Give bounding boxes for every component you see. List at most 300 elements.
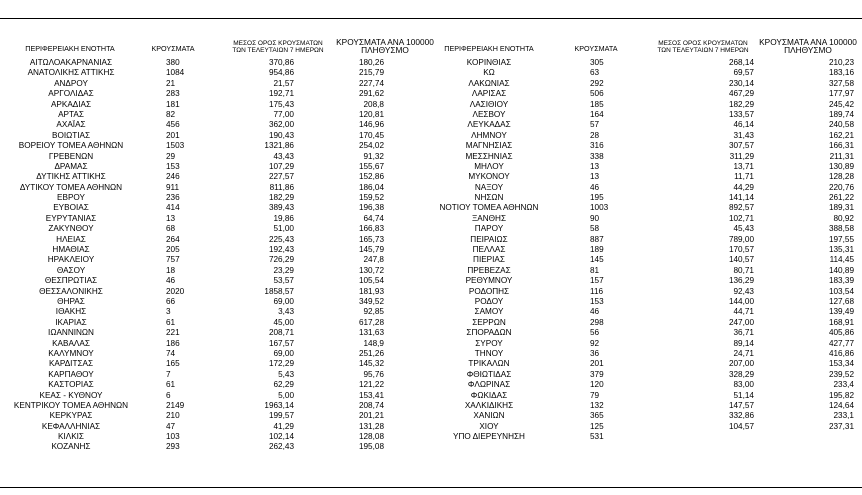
per-cell: 152,86 — [358, 172, 384, 182]
table-row — [0, 162, 430, 172]
avg-cell: 31,43 — [733, 130, 754, 140]
avg-cell: 182,29 — [268, 193, 294, 203]
cases-cell: 506 — [590, 89, 604, 99]
per-cell: 251,26 — [358, 348, 384, 358]
per-cell: 139,49 — [828, 307, 854, 317]
right-header-per — [756, 38, 860, 54]
region-cell: ΦΘΙΩΤΙΔΑΣ — [466, 369, 512, 379]
region-cell: ΘΗΡΑΣ — [57, 296, 85, 306]
avg-cell: 262,43 — [268, 442, 294, 452]
cases-cell: 186 — [166, 338, 180, 348]
cases-cell: 380 — [166, 58, 180, 67]
per-cell: 196,38 — [358, 203, 384, 213]
region-cell: ΘΕΣΠΡΩΤΙΑΣ — [44, 276, 98, 286]
avg-cell: 389,43 — [268, 203, 294, 213]
region-cell: ΥΠΟ ΔΙΕΡΕΥΝΗΣΗ — [453, 432, 525, 442]
per-cell: 349,52 — [358, 296, 384, 306]
cases-cell: 298 — [590, 317, 604, 327]
avg-cell: 107,29 — [268, 161, 294, 171]
avg-cell: 133,57 — [728, 109, 754, 119]
table-row — [430, 235, 862, 245]
left-header-avg-line2: ΤΩΝ ΤΕΛΕΥΤΑΙΩΝ 7 ΗΜΕΡΩΝ — [232, 47, 324, 54]
region-cell: ΛΑΣΙΘΙΟΥ — [469, 99, 509, 109]
per-cell: 208,8 — [363, 99, 384, 109]
table-row — [0, 328, 430, 338]
region-cell: ΧΑΝΙΩΝ — [473, 411, 505, 421]
per-cell: 291,62 — [358, 89, 384, 99]
avg-cell: 104,57 — [728, 421, 754, 431]
table-row — [430, 411, 862, 421]
bottom-rule — [0, 487, 862, 488]
table-row — [0, 131, 430, 141]
per-cell: 327,58 — [828, 78, 854, 88]
cases-cell: 189 — [590, 245, 604, 255]
table-row — [430, 276, 862, 286]
per-cell: 145,32 — [358, 359, 384, 369]
cases-cell: 153 — [166, 161, 180, 171]
avg-cell: 46,14 — [733, 120, 754, 130]
per-cell: 155,67 — [358, 161, 384, 171]
region-cell: ΕΥΡΥΤΑΝΙΑΣ — [45, 213, 97, 223]
cases-cell: 57 — [590, 120, 600, 130]
cases-cell: 68 — [166, 224, 176, 234]
region-cell: ΗΜΑΘΙΑΣ — [52, 245, 90, 255]
region-cell: ΤΡΙΚΑΛΩΝ — [468, 359, 510, 369]
region-cell: ΘΑΣΟΥ — [56, 265, 86, 275]
cases-cell: 145 — [590, 255, 604, 265]
table-row — [0, 255, 430, 265]
avg-cell: 43,43 — [273, 151, 294, 161]
per-cell: 162,21 — [828, 130, 854, 140]
avg-cell: 77,00 — [273, 109, 294, 119]
region-cell: ΛΗΜΝΟΥ — [471, 130, 507, 140]
cases-cell: 195 — [590, 193, 604, 203]
avg-cell: 789,00 — [728, 234, 754, 244]
per-cell: 416,86 — [828, 348, 854, 358]
table-row — [430, 89, 862, 99]
region-cell: ΑΝΔΡΟΥ — [54, 78, 88, 88]
table-row — [430, 339, 862, 349]
per-cell: 186,04 — [358, 182, 384, 192]
cases-cell: 46 — [166, 276, 176, 286]
right-header-per-line2: ΠΛΗΘΥΣΜΟ — [784, 45, 832, 55]
avg-cell: 811,86 — [269, 182, 294, 192]
region-cell: ΖΑΚΥΝΘΟΥ — [48, 224, 94, 234]
table-row — [430, 328, 862, 338]
table-row — [0, 203, 430, 213]
table-row — [0, 442, 430, 452]
table-row — [430, 100, 862, 110]
table-row — [430, 172, 862, 182]
avg-cell: 92,43 — [733, 286, 754, 296]
per-cell: 168,91 — [828, 317, 854, 327]
cases-cell: 2149 — [166, 400, 185, 410]
per-cell: 261,22 — [828, 193, 854, 203]
per-cell: 145,79 — [358, 245, 384, 255]
region-cell: ΝΟΤΙΟΥ ΤΟΜΕΑ ΑΘΗΝΩΝ — [439, 203, 539, 213]
cases-cell: 56 — [590, 328, 600, 338]
avg-cell: 140,57 — [728, 255, 754, 265]
region-cell: ΛΑΡΙΣΑΣ — [471, 89, 507, 99]
per-cell: 130,72 — [358, 265, 384, 275]
table-row — [430, 152, 862, 162]
region-cell: ΠΑΡΟΥ — [474, 224, 504, 234]
region-cell: ΕΥΒΟΙΑΣ — [53, 203, 89, 213]
per-cell: 189,74 — [828, 109, 854, 119]
per-cell: 245,42 — [828, 99, 854, 109]
table-row — [430, 359, 862, 369]
cases-cell: 221 — [166, 328, 180, 338]
avg-cell: 13,71 — [733, 161, 754, 171]
per-cell: 201,21 — [358, 411, 384, 421]
avg-cell: 311,29 — [729, 151, 754, 161]
table-row — [0, 89, 430, 99]
table-row — [0, 68, 430, 78]
cases-cell: 116 — [590, 286, 604, 296]
left-header-region: ΠΕΡΙΦΕΡΕΙΑΚΗ ΕΝΟΤΗΤΑ — [25, 44, 115, 53]
table-row — [430, 131, 862, 141]
region-cell: ΚΟΖΑΝΗΣ — [51, 442, 91, 452]
right-header-avg — [648, 40, 758, 54]
table-row — [0, 391, 430, 401]
table-row — [0, 359, 430, 369]
avg-cell: 102,14 — [268, 432, 294, 442]
table-row — [430, 318, 862, 328]
table-row — [0, 110, 430, 120]
top-rule — [0, 18, 862, 19]
per-cell: 427,77 — [828, 338, 854, 348]
per-cell: 128,28 — [828, 172, 854, 182]
table-row — [430, 255, 862, 265]
region-cell: ΔΡΑΜΑΣ — [54, 161, 88, 171]
region-cell: ΜΥΚΟΝΟΥ — [468, 172, 510, 182]
avg-cell: 83,00 — [733, 380, 754, 390]
avg-cell: 230,14 — [728, 78, 754, 88]
region-cell: ΚΑΣΤΟΡΙΑΣ — [48, 380, 94, 390]
per-cell: 146,96 — [358, 120, 384, 130]
table-row — [0, 432, 430, 442]
region-cell: ΡΕΘΥΜΝΟΥ — [465, 276, 513, 286]
region-cell: ΦΩΚΙΔΑΣ — [470, 390, 508, 400]
cases-cell: 2020 — [166, 286, 185, 296]
cases-cell: 201 — [590, 359, 604, 369]
cases-cell: 120 — [590, 380, 604, 390]
avg-cell: 954,86 — [268, 68, 294, 78]
avg-cell: 23,29 — [273, 265, 294, 275]
table-row — [430, 307, 862, 317]
table-row — [0, 349, 430, 359]
per-cell: 140,89 — [828, 265, 854, 275]
table-row — [0, 214, 430, 224]
table-row — [0, 276, 430, 286]
table-row — [430, 297, 862, 307]
region-cell: ΚΕΦΑΛΛΗΝΙΑΣ — [41, 421, 101, 431]
avg-cell: 328,29 — [728, 369, 754, 379]
cases-cell: 911 — [166, 182, 180, 192]
cases-cell: 58 — [590, 224, 600, 234]
region-cell: ΙΩΑΝΝΙΝΩΝ — [48, 328, 94, 338]
region-cell: ΚΩ — [483, 68, 495, 78]
region-cell: ΚΕΝΤΡΙΚΟΥ ΤΟΜΕΑ ΑΘΗΝΩΝ — [13, 400, 129, 410]
table-row — [0, 79, 430, 89]
table-row — [430, 245, 862, 255]
table-row — [430, 432, 862, 442]
cases-cell: 456 — [166, 120, 180, 130]
avg-cell: 467,29 — [728, 89, 754, 99]
table-row — [0, 58, 430, 68]
region-cell: ΗΛΕΙΑΣ — [56, 234, 86, 244]
per-cell: 128,08 — [358, 432, 384, 442]
region-cell: ΔΥΤΙΚΟΥ ΤΟΜΕΑ ΑΘΗΝΩΝ — [19, 182, 123, 192]
avg-cell: 1858,57 — [264, 286, 294, 296]
region-cell: ΑΧΑΪΑΣ — [56, 120, 86, 130]
cases-cell: 46 — [590, 307, 600, 317]
avg-cell: 147,57 — [728, 400, 754, 410]
cases-cell: 79 — [590, 390, 600, 400]
per-cell: 166,83 — [358, 224, 384, 234]
avg-cell: 190,43 — [268, 130, 294, 140]
table-row — [0, 297, 430, 307]
region-cell: ΜΗΛΟΥ — [474, 161, 504, 171]
table-row — [430, 68, 862, 78]
right-header-cases: ΚΡΟΥΣΜΑΤΑ — [574, 44, 618, 53]
region-cell: ΣΑΜΟΥ — [474, 307, 504, 317]
cases-cell: 205 — [166, 245, 180, 255]
region-cell: ΠΕΙΡΑΙΩΣ — [470, 234, 508, 244]
cases-cell: 63 — [590, 68, 600, 78]
avg-cell: 89,14 — [733, 338, 754, 348]
cases-cell: 165 — [166, 359, 180, 369]
avg-cell: 225,43 — [268, 234, 294, 244]
per-cell: 220,76 — [828, 182, 854, 192]
table-row — [430, 58, 862, 68]
cases-cell: 316 — [590, 141, 604, 151]
region-cell: ΜΕΣΣΗΝΙΑΣ — [465, 151, 513, 161]
region-cell: ΛΕΣΒΟΥ — [472, 109, 506, 119]
region-cell: ΕΒΡΟΥ — [57, 193, 85, 203]
per-cell: 92,85 — [363, 307, 384, 317]
region-cell: ΑΙΤΩΛΟΑΚΑΡΝΑΝΙΑΣ — [29, 58, 113, 67]
region-cell: ΛΕΥΚΑΔΑΣ — [467, 120, 511, 130]
avg-cell: 167,57 — [268, 338, 294, 348]
cases-cell: 164 — [590, 109, 604, 119]
table-row — [0, 172, 430, 182]
left-header-avg — [222, 40, 334, 54]
table-row — [0, 318, 430, 328]
avg-cell: 19,86 — [273, 213, 294, 223]
per-cell: 239,52 — [828, 369, 854, 379]
region-cell: ΧΙΟΥ — [479, 421, 499, 431]
per-cell: 233,4 — [833, 380, 854, 390]
region-cell: ΚΙΛΚΙΣ — [57, 432, 84, 442]
per-cell: 131,28 — [358, 421, 384, 431]
region-cell: ΝΗΣΩΝ — [474, 193, 504, 203]
per-cell: 211,31 — [829, 151, 854, 161]
per-cell: 64,74 — [363, 213, 384, 223]
table-row — [430, 287, 862, 297]
region-cell: ΘΕΣΣΑΛΟΝΙΚΗΣ — [39, 286, 103, 296]
avg-cell: 207,00 — [728, 359, 754, 369]
table-row — [430, 422, 862, 432]
avg-cell: 3,43 — [278, 307, 294, 317]
table-row — [0, 224, 430, 234]
avg-cell: 192,43 — [268, 245, 294, 255]
avg-cell: 21,57 — [273, 78, 294, 88]
left-header-cases: ΚΡΟΥΣΜΑΤΑ — [151, 44, 195, 53]
cases-cell: 236 — [166, 193, 180, 203]
region-cell: ΠΡΕΒΕΖΑΣ — [467, 265, 511, 275]
cases-cell: 92 — [590, 338, 600, 348]
avg-cell: 192,71 — [268, 89, 294, 99]
per-cell: 227,74 — [358, 78, 384, 88]
per-cell: 240,58 — [828, 120, 854, 130]
cases-cell: 757 — [166, 255, 180, 265]
cases-cell: 157 — [590, 276, 604, 286]
avg-cell: 1963,14 — [264, 400, 294, 410]
avg-cell: 227,57 — [268, 172, 294, 182]
per-cell: 181,93 — [358, 286, 384, 296]
avg-cell: 69,00 — [273, 348, 294, 358]
region-cell: ΞΑΝΘΗΣ — [471, 213, 507, 223]
cases-cell: 293 — [166, 442, 180, 452]
table-row — [0, 235, 430, 245]
region-cell: ΡΟΔΟΥ — [474, 296, 504, 306]
per-cell: 233,1 — [833, 411, 854, 421]
avg-cell: 51,14 — [733, 390, 754, 400]
avg-cell: 1321,86 — [264, 141, 294, 151]
avg-cell: 45,00 — [273, 317, 294, 327]
region-cell: ΒΟΡΕΙΟΥ ΤΟΜΕΑ ΑΘΗΝΩΝ — [18, 141, 124, 151]
region-cell: ΜΑΓΝΗΣΙΑΣ — [465, 141, 513, 151]
cases-cell: 283 — [166, 89, 180, 99]
table-row — [430, 183, 862, 193]
right-table — [430, 58, 862, 442]
region-cell: ΚΑΒΑΛΑΣ — [52, 338, 90, 348]
table-row — [430, 203, 862, 213]
region-cell: ΚΑΡΠΑΘΟΥ — [48, 369, 94, 379]
table-row — [430, 224, 862, 234]
avg-cell: 41,29 — [273, 421, 294, 431]
cases-cell: 61 — [166, 317, 176, 327]
avg-cell: 170,57 — [728, 245, 754, 255]
per-cell: 195,82 — [828, 390, 854, 400]
cases-cell: 7 — [166, 369, 171, 379]
left-header-per-line2: ΠΛΗΘΥΣΜΟ — [361, 45, 409, 55]
avg-cell: 182,29 — [728, 99, 754, 109]
table-row — [0, 245, 430, 255]
per-cell: 617,28 — [358, 317, 384, 327]
region-cell: ΣΠΟΡΑΔΩΝ — [466, 328, 512, 338]
avg-cell: 362,00 — [268, 120, 294, 130]
avg-cell: 141,14 — [728, 193, 754, 203]
avg-cell: 69,00 — [273, 296, 294, 306]
avg-cell: 5,00 — [278, 390, 294, 400]
cases-cell: 21 — [166, 78, 176, 88]
avg-cell: 45,43 — [733, 224, 754, 234]
per-cell: 153,41 — [358, 390, 384, 400]
cases-cell: 13 — [590, 172, 600, 182]
table-row — [0, 380, 430, 390]
cases-cell: 1503 — [166, 141, 185, 151]
avg-cell: 307,57 — [728, 141, 754, 151]
cases-cell: 379 — [590, 369, 604, 379]
cases-cell: 61 — [166, 380, 176, 390]
per-cell: 195,08 — [358, 442, 384, 452]
table-row — [430, 401, 862, 411]
per-cell: 120,81 — [358, 109, 384, 119]
cases-cell: 103 — [166, 432, 180, 442]
cases-cell: 1084 — [166, 68, 185, 78]
per-cell: 95,76 — [363, 369, 384, 379]
cases-cell: 201 — [166, 130, 180, 140]
per-cell: 247,8 — [363, 255, 384, 265]
per-cell: 153,34 — [828, 359, 854, 369]
table-row — [0, 141, 430, 151]
region-cell: ΑΡΚΑΔΙΑΣ — [50, 99, 92, 109]
cases-cell: 82 — [166, 109, 176, 119]
region-cell: ΠΕΛΛΑΣ — [472, 245, 506, 255]
region-cell: ΝΑΞΟΥ — [474, 182, 504, 192]
per-cell: 165,73 — [358, 234, 384, 244]
cases-cell: 365 — [590, 411, 604, 421]
table-row — [0, 401, 430, 411]
cases-cell: 13 — [590, 161, 600, 171]
per-cell: 127,68 — [828, 296, 854, 306]
cases-cell: 246 — [166, 172, 180, 182]
table-row — [430, 79, 862, 89]
per-cell: 105,54 — [358, 276, 384, 286]
cases-cell: 153 — [590, 296, 604, 306]
table-row — [430, 391, 862, 401]
cases-cell: 13 — [166, 213, 176, 223]
avg-cell: 80,71 — [733, 265, 754, 275]
table-row — [0, 183, 430, 193]
avg-cell: 36,71 — [733, 328, 754, 338]
avg-cell: 144,00 — [728, 296, 754, 306]
cases-cell: 185 — [590, 99, 604, 109]
cases-cell: 18 — [166, 265, 176, 275]
per-cell: 183,39 — [828, 276, 854, 286]
per-cell: 208,74 — [358, 400, 384, 410]
cases-cell: 74 — [166, 348, 176, 358]
avg-cell: 69,57 — [733, 68, 754, 78]
region-cell: ΣΕΡΡΩΝ — [472, 317, 506, 327]
right-header-avg-line1: ΜΕΣΟΣ ΟΡΟΣ ΚΡΟΥΣΜΑΤΩΝ — [658, 40, 748, 47]
table-row — [430, 162, 862, 172]
right-header-avg-line2: ΤΩΝ ΤΕΛΕΥΤΑΙΩΝ 7 ΗΜΕΡΩΝ — [657, 47, 749, 54]
table-row — [0, 287, 430, 297]
cases-cell: 264 — [166, 234, 180, 244]
region-cell: ΙΘΑΚΗΣ — [55, 307, 87, 317]
cases-cell: 47 — [166, 421, 176, 431]
avg-cell: 53,57 — [273, 276, 294, 286]
per-cell: 210,23 — [828, 58, 854, 67]
region-cell: ΚΕΑΣ - ΚΥΘΝΟΥ — [39, 390, 103, 400]
table-row — [430, 266, 862, 276]
region-cell: ΑΡΤΑΣ — [58, 109, 84, 119]
table-row — [430, 110, 862, 120]
cases-cell: 210 — [166, 411, 180, 421]
per-cell: 131,63 — [358, 328, 384, 338]
per-cell: 388,58 — [828, 224, 854, 234]
left-header-per — [335, 38, 435, 54]
cases-cell: 1003 — [590, 203, 609, 213]
cases-cell: 28 — [590, 130, 600, 140]
per-cell: 180,26 — [358, 58, 384, 67]
cases-cell: 66 — [166, 296, 176, 306]
cases-cell: 887 — [590, 234, 604, 244]
per-cell: 114,45 — [829, 255, 854, 265]
